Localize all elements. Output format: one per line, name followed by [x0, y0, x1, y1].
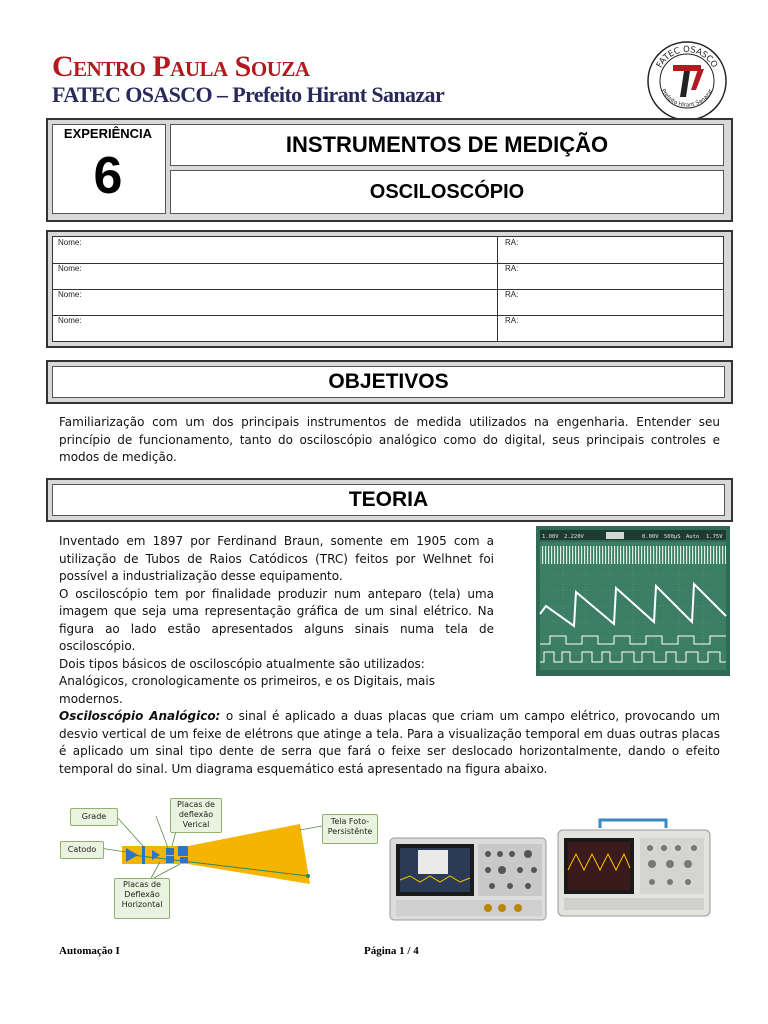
teoria-paragraphs: [59, 533, 494, 708]
callout-placas-horizontal: Placas de Deflexão Horizontal: [114, 878, 170, 919]
name-label: Nome:: [58, 238, 82, 247]
objetivos-text: Familiarização com um dos principais instrumentos de medida utilizados na engenharia. Entender seu princípio de funcionamento, tanto do osciloscópio analógico como do digital, seus principais controles e modos de medição.: [59, 415, 720, 464]
teoria-paragraph-2: O osciloscópio tem por finalidade produzir num anteparo (tela) uma imagem que seja uma representação gráfica de um sinal elétrico. Na figura ao lado estão apresentados alguns sinais numa tela de osciloscópio.: [59, 586, 494, 653]
digital-oscilloscope-photo-1: [388, 836, 548, 922]
experiment-number: 6: [93, 147, 123, 205]
teoria-paragraph-3: Dois tipos básicos de osciloscópio atualmente são utilizados: Analógicos, cronologicamente os primeiros, e os Digitais, mais modernos.: [59, 656, 435, 706]
svg-text:Auto: Auto: [686, 534, 700, 540]
svg-text:Prefeito Hirant Sanazar: Prefeito Hirant Sanazar: [659, 88, 715, 109]
digital-oscilloscope-photo-2: [556, 818, 712, 922]
svg-text:2.220V: 2.220V: [564, 534, 584, 540]
svg-text:FATEC OSASCO: FATEC OSASCO: [654, 44, 720, 70]
experiment-title: INSTRUMENTOS DE MEDIÇÃO: [170, 124, 724, 166]
teoria-heading: TEORIA: [52, 484, 725, 516]
ra-label: RA:: [505, 238, 519, 247]
institution-subtitle: FATEC OSASCO – Prefeito Hirant Sanazar: [52, 82, 445, 107]
names-table: [52, 236, 724, 342]
footer-page-number: Página 1 / 4: [364, 945, 419, 957]
table-row: [53, 237, 723, 264]
svg-text:1.75V: 1.75V: [706, 534, 723, 540]
callout-catodo: Catodo: [60, 841, 104, 859]
analog-text: o sinal é aplicado a duas placas que criam um campo elétrico, provocando um desvio vertical de um feixe de elétrons que atinge a tela. Para a visualização temporal em duas outras placas é aplicado um sinal tipo dente de serra que fará o feixe ser deslocado horizontalmente, dando o efeito temporal do sinal. Um diagrama esquemático está apresentado na figura abaixo.: [59, 709, 720, 776]
name-label: Nome:: [58, 316, 82, 325]
column-divider: [497, 237, 498, 341]
svg-text:1.00V: 1.00V: [542, 534, 559, 540]
name-label: Nome:: [58, 264, 82, 273]
table-row: [53, 315, 723, 341]
name-label: Nome:: [58, 290, 82, 299]
svg-text:500μS: 500μS: [664, 534, 681, 540]
experiment-label: EXPERIÊNCIA: [63, 126, 153, 141]
ra-label: RA:: [505, 290, 519, 299]
callout-grade: Grade: [70, 808, 118, 826]
table-row: [53, 263, 723, 290]
analog-paragraph: [59, 708, 720, 778]
ra-label: RA:: [505, 316, 519, 325]
experiment-subtitle: OSCILOSCÓPIO: [170, 170, 724, 214]
ra-label: RA:: [505, 264, 519, 273]
teoria-paragraph-1: Inventado em 1897 por Ferdinand Braun, somente em 1905 com a utilização de Tubos de Raios Catódicos (TRC) feitos por Welhnet foi possível a industrialização desse equipamento.: [59, 534, 494, 583]
analog-title: Osciloscópio Analógico:: [59, 709, 221, 723]
callout-tela: Tela Foto-Persistênte: [322, 814, 378, 844]
callout-placas-vertical: Placas de deflexão Verical: [170, 798, 222, 833]
fatec-seal-logo: [646, 40, 728, 122]
footer-course: Automação I: [59, 945, 120, 957]
table-row: [53, 289, 723, 316]
brand-logo: Centro Paula Souza: [52, 50, 310, 83]
oscilloscope-screen-image: [536, 526, 730, 676]
svg-text:0.00V: 0.00V: [642, 534, 659, 540]
objetivos-heading: OBJETIVOS: [52, 366, 725, 398]
